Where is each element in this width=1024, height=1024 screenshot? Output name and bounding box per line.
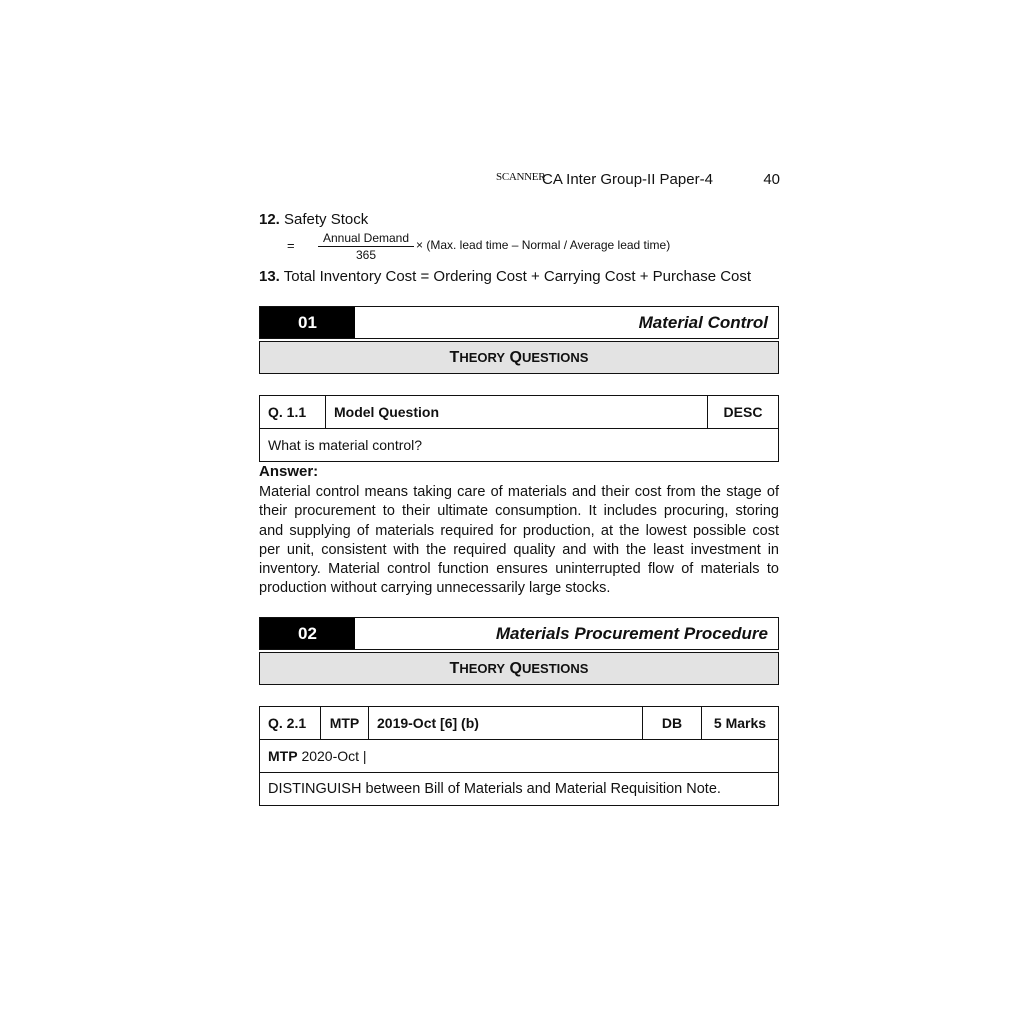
section-label-initial-2: Q	[509, 348, 522, 366]
question-1-1-table	[259, 395, 779, 462]
formula-13-text: Total Inventory Cost = Ordering Cost + Carrying Cost + Purchase Cost	[283, 268, 752, 285]
question-text: DISTINGUISH between Bill of Materials and Material Requisition Note.	[260, 773, 779, 806]
section-label-initial-2: Q	[509, 659, 522, 677]
chapter-title: Material Control	[638, 312, 768, 332]
question-id: Q. 2.1	[260, 707, 321, 740]
page-number: 40	[763, 171, 780, 188]
question-id: Q. 1.1	[260, 396, 326, 429]
also-attempt: 2020-Oct |	[301, 748, 367, 764]
chapter-title: Materials Procurement Procedure	[495, 623, 768, 643]
question-source: Model Question	[326, 396, 708, 429]
formula-12-multiplier: × (Max. lead time – Normal / Average lead time)	[416, 238, 671, 252]
section-label-rest: HEORY	[459, 350, 506, 365]
answer-label: Answer:	[259, 463, 319, 480]
theory-questions-banner	[259, 341, 779, 374]
theory-questions-banner	[259, 652, 779, 685]
formula-13	[259, 268, 751, 285]
section-label-rest-2: UESTIONS	[521, 350, 589, 365]
section-label-rest: HEORY	[459, 661, 506, 676]
answer-text: Material control means taking care of materials and their cost from the stage of their procurement to their ultimate consumption. It includes procuring, storing and supplying of materials required for production, at the lowest possible cost per unit, consistent with the required quality and with the least investment in inventory. Material control function ensures uninterrupted flow of materials to production without carrying unnecessarily large stocks.	[259, 484, 779, 597]
question-attempt: 2019-Oct [6] (b)	[369, 707, 643, 740]
chapter-number: 01	[260, 307, 355, 338]
formula-12-title: Safety Stock	[284, 211, 369, 228]
chapter-number: 02	[260, 618, 355, 649]
fraction-numerator: Annual Demand	[318, 231, 414, 247]
question-also-asked	[260, 740, 779, 773]
section-label-initial: T	[449, 659, 460, 677]
formula-12-heading	[259, 211, 368, 228]
fraction-denominator: 365	[355, 248, 377, 262]
section-label-rest-2: UESTIONS	[521, 661, 589, 676]
chapter-02-bar	[259, 617, 779, 650]
question-exam: MTP	[321, 707, 369, 740]
also-exam: MTP	[268, 748, 298, 764]
question-text: What is material control?	[260, 429, 779, 462]
formula-12-fraction	[318, 231, 414, 262]
formula-13-number: 13.	[259, 268, 280, 285]
scanner-logo: SCANNER	[496, 171, 546, 183]
question-2-1-table	[259, 706, 779, 806]
page-header	[496, 170, 780, 190]
section-label-initial: T	[449, 348, 460, 366]
chapter-01-bar	[259, 306, 779, 339]
question-type: DESC	[708, 396, 779, 429]
formula-12-equals: =	[287, 238, 295, 253]
question-marks: 5 Marks	[702, 707, 779, 740]
book-title: CA Inter Group-II Paper-4	[542, 171, 713, 188]
formula-12-number: 12.	[259, 211, 280, 228]
question-type: DB	[643, 707, 702, 740]
